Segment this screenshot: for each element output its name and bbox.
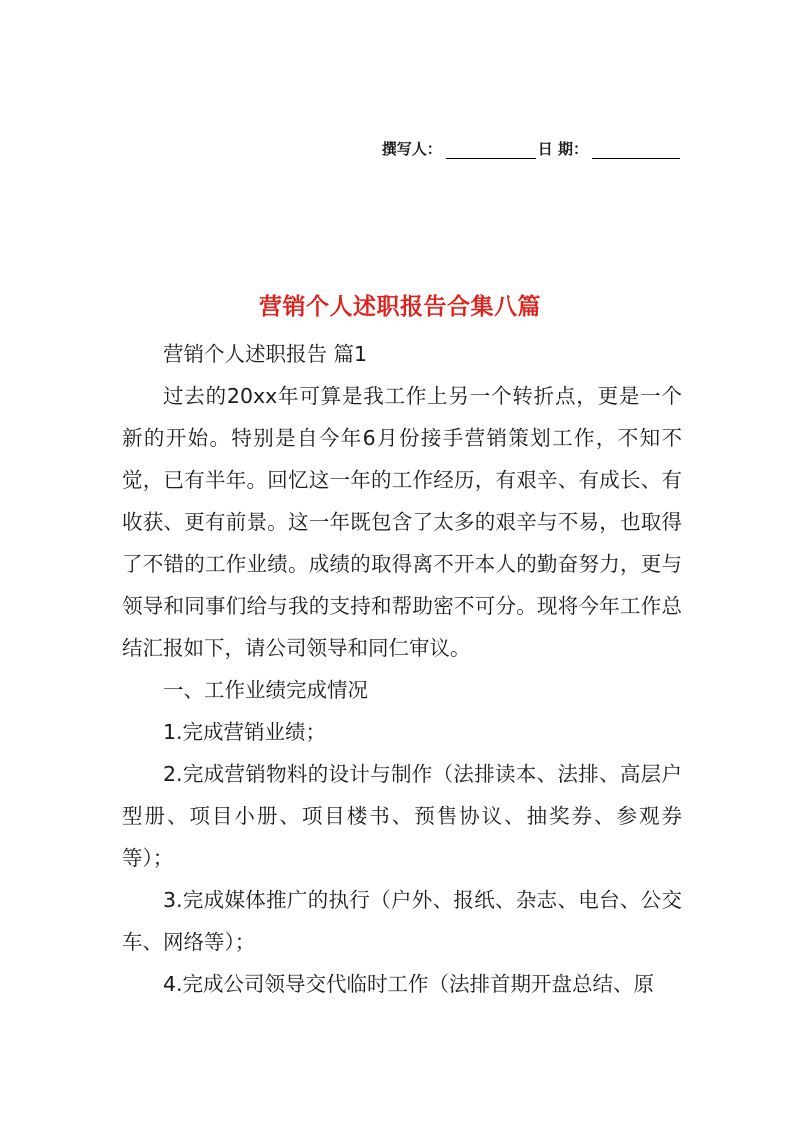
list-item: 2.完成营销物料的设计与制作（法排读本、法排、高层户型册、项目小册、项目楼书、预售协议、抽奖券、参观券等）； (122, 762, 682, 870)
document-body (122, 333, 682, 1005)
list-item: 3.完成媒体推广的执行（户外、报纸、杂志、电台、公交车、网络等）； (122, 888, 682, 954)
date-label: 日 期： (537, 140, 588, 158)
subheading: 一、工作业绩完成情况 (163, 678, 368, 702)
author-date-line (382, 138, 680, 159)
document-title: 营销个人述职报告合集八篇 (259, 294, 541, 320)
date-blank-field (592, 142, 680, 159)
author-label: 撰写人： (381, 140, 442, 158)
author-blank-field (446, 142, 536, 159)
paragraph: 过去的20xx年可算是我工作上另一个转折点，更是一个新的开始。特别是自今年6月份接手营销策划工作，不知不觉，已有半年。回忆这一年的工作经历，有艰辛、有成长、有收获、更有前景。这一年既包含了太多的艰辛与不易，也取得了不错的工作业绩。成绩的取得离不开本人的勤奋努力，更与领导和同事们给与我的支持和帮助密不可分。现将今年工作总结汇报如下，请公司领导和同仁审议。 (122, 384, 682, 660)
list-item: 4.完成公司领导交代临时工作（法排首期开盘总结、原 (163, 972, 655, 996)
section-heading: 营销个人述职报告 篇1 (163, 342, 368, 366)
list-item: 1.完成营销业绩； (163, 720, 327, 744)
